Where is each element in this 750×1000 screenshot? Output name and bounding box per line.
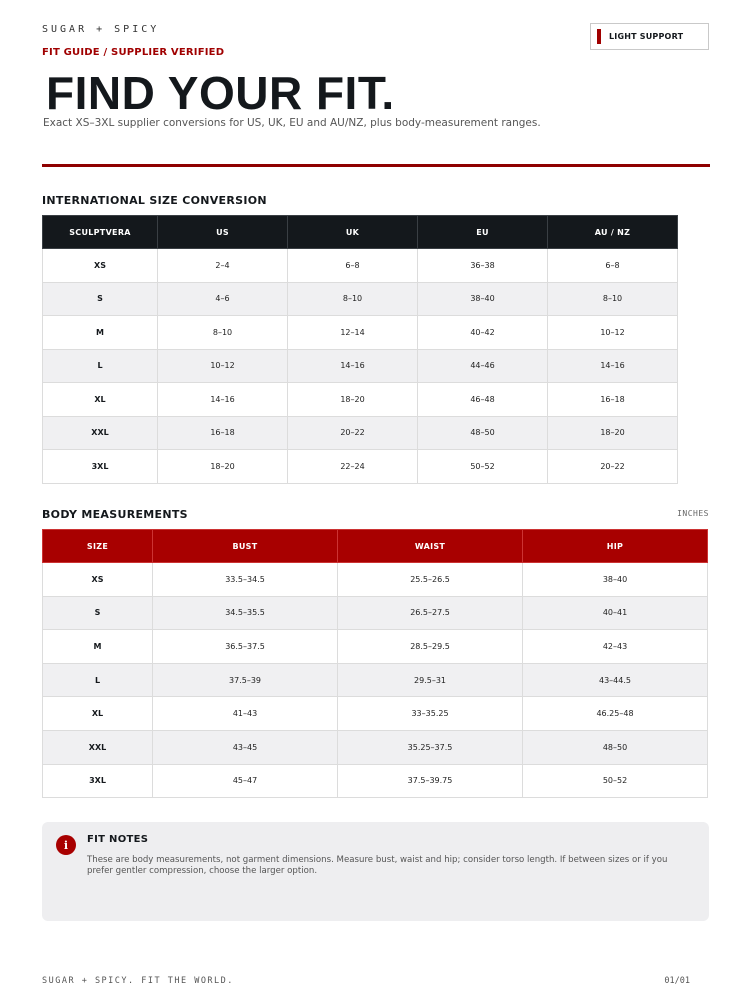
table-row bbox=[43, 596, 708, 630]
size-cell: XXL bbox=[43, 730, 153, 764]
page-number: 01/01 bbox=[664, 976, 690, 986]
value-cell: 44–46 bbox=[418, 349, 548, 383]
value-cell: 50–52 bbox=[523, 764, 708, 798]
value-cell: 18–20 bbox=[158, 450, 288, 484]
value-cell: 33.5–34.5 bbox=[153, 563, 338, 597]
value-cell: 41–43 bbox=[153, 697, 338, 731]
size-cell: XL bbox=[43, 383, 158, 417]
value-cell: 2–4 bbox=[158, 249, 288, 283]
column-header: SCULPTVERA bbox=[43, 216, 158, 249]
value-cell: 42–43 bbox=[523, 630, 708, 664]
page-title: FIND YOUR FIT. bbox=[46, 67, 395, 119]
value-cell: 8–10 bbox=[158, 316, 288, 350]
size-cell: M bbox=[43, 316, 158, 350]
value-cell: 10–12 bbox=[158, 349, 288, 383]
size-cell: XS bbox=[43, 563, 153, 597]
value-cell: 33–35.25 bbox=[338, 697, 523, 731]
table-row bbox=[43, 349, 678, 383]
value-cell: 14–16 bbox=[288, 349, 418, 383]
column-header: SIZE bbox=[43, 530, 153, 563]
value-cell: 18–20 bbox=[548, 416, 678, 450]
value-cell: 12–14 bbox=[288, 316, 418, 350]
info-icon: i bbox=[56, 835, 76, 855]
badge-label: LIGHT SUPPORT bbox=[609, 32, 684, 41]
value-cell: 10–12 bbox=[548, 316, 678, 350]
value-cell: 14–16 bbox=[158, 383, 288, 417]
value-cell: 22–24 bbox=[288, 450, 418, 484]
value-cell: 43–44.5 bbox=[523, 663, 708, 697]
column-header: AU / NZ bbox=[548, 216, 678, 249]
table-row bbox=[43, 630, 708, 664]
value-cell: 6–8 bbox=[548, 249, 678, 283]
table-row bbox=[43, 730, 708, 764]
value-cell: 45–47 bbox=[153, 764, 338, 798]
value-cell: 37.5–39.75 bbox=[338, 764, 523, 798]
size-cell: XS bbox=[43, 249, 158, 283]
value-cell: 16–18 bbox=[548, 383, 678, 417]
support-badge bbox=[590, 23, 709, 50]
value-cell: 36–38 bbox=[418, 249, 548, 283]
table-row bbox=[43, 450, 678, 484]
brand-name: SUGAR + SPICY bbox=[42, 24, 160, 35]
size-conversion-table bbox=[42, 215, 678, 484]
value-cell: 48–50 bbox=[418, 416, 548, 450]
value-cell: 34.5–35.5 bbox=[153, 596, 338, 630]
fit-notes-panel bbox=[42, 822, 709, 921]
table-header-row bbox=[43, 216, 678, 249]
table-row bbox=[43, 316, 678, 350]
value-cell: 46.25–48 bbox=[523, 697, 708, 731]
unit-label: INCHES bbox=[677, 509, 709, 518]
value-cell: 8–10 bbox=[288, 282, 418, 316]
size-cell: S bbox=[43, 596, 153, 630]
size-cell: XXL bbox=[43, 416, 158, 450]
value-cell: 26.5–27.5 bbox=[338, 596, 523, 630]
value-cell: 6–8 bbox=[288, 249, 418, 283]
title-divider bbox=[42, 164, 710, 167]
size-cell: XL bbox=[43, 697, 153, 731]
value-cell: 36.5–37.5 bbox=[153, 630, 338, 664]
column-header: EU bbox=[418, 216, 548, 249]
table-header-row bbox=[43, 530, 708, 563]
column-header: UK bbox=[288, 216, 418, 249]
column-header: HIP bbox=[523, 530, 708, 563]
value-cell: 37.5–39 bbox=[153, 663, 338, 697]
value-cell: 8–10 bbox=[548, 282, 678, 316]
value-cell: 29.5–31 bbox=[338, 663, 523, 697]
column-header: BUST bbox=[153, 530, 338, 563]
value-cell: 43–45 bbox=[153, 730, 338, 764]
value-cell: 38–40 bbox=[523, 563, 708, 597]
value-cell: 38–40 bbox=[418, 282, 548, 316]
badge-accent-bar bbox=[597, 29, 601, 44]
value-cell: 48–50 bbox=[523, 730, 708, 764]
value-cell: 18–20 bbox=[288, 383, 418, 417]
value-cell: 16–18 bbox=[158, 416, 288, 450]
size-cell: M bbox=[43, 630, 153, 664]
size-cell: 3XL bbox=[43, 450, 158, 484]
table-row bbox=[43, 249, 678, 283]
value-cell: 40–41 bbox=[523, 596, 708, 630]
conversion-section-title: INTERNATIONAL SIZE CONVERSION bbox=[42, 194, 267, 207]
measurements-section-title: BODY MEASUREMENTS bbox=[42, 508, 188, 521]
value-cell: 46–48 bbox=[418, 383, 548, 417]
value-cell: 20–22 bbox=[548, 450, 678, 484]
fit-notes-body: These are body measurements, not garment dimensions. Measure bust, waist and hip; consider torso length. If between sizes or if you prefer gentler compression, choose the larger option. bbox=[87, 855, 668, 876]
value-cell: 20–22 bbox=[288, 416, 418, 450]
size-cell: S bbox=[43, 282, 158, 316]
column-header: WAIST bbox=[338, 530, 523, 563]
table-row bbox=[43, 663, 708, 697]
kicker-label: FIT GUIDE / SUPPLIER VERIFIED bbox=[42, 47, 225, 58]
table-row bbox=[43, 563, 708, 597]
table-row bbox=[43, 697, 708, 731]
value-cell: 35.25–37.5 bbox=[338, 730, 523, 764]
value-cell: 28.5–29.5 bbox=[338, 630, 523, 664]
table-row bbox=[43, 764, 708, 798]
table-row bbox=[43, 383, 678, 417]
table-row bbox=[43, 282, 678, 316]
column-header: US bbox=[158, 216, 288, 249]
value-cell: 40–42 bbox=[418, 316, 548, 350]
table-row bbox=[43, 416, 678, 450]
value-cell: 25.5–26.5 bbox=[338, 563, 523, 597]
value-cell: 50–52 bbox=[418, 450, 548, 484]
value-cell: 4–6 bbox=[158, 282, 288, 316]
value-cell: 14–16 bbox=[548, 349, 678, 383]
page-subtitle: Exact XS–3XL supplier conversions for US, UK, EU and AU/NZ, plus body-measurement ranges. bbox=[43, 117, 541, 129]
size-cell: L bbox=[43, 663, 153, 697]
body-measurements-table bbox=[42, 529, 708, 798]
size-cell: 3XL bbox=[43, 764, 153, 798]
fit-notes-title: FIT NOTES bbox=[87, 834, 149, 845]
size-cell: L bbox=[43, 349, 158, 383]
footer-tagline: SUGAR + SPICY. FIT THE WORLD. bbox=[42, 976, 234, 986]
